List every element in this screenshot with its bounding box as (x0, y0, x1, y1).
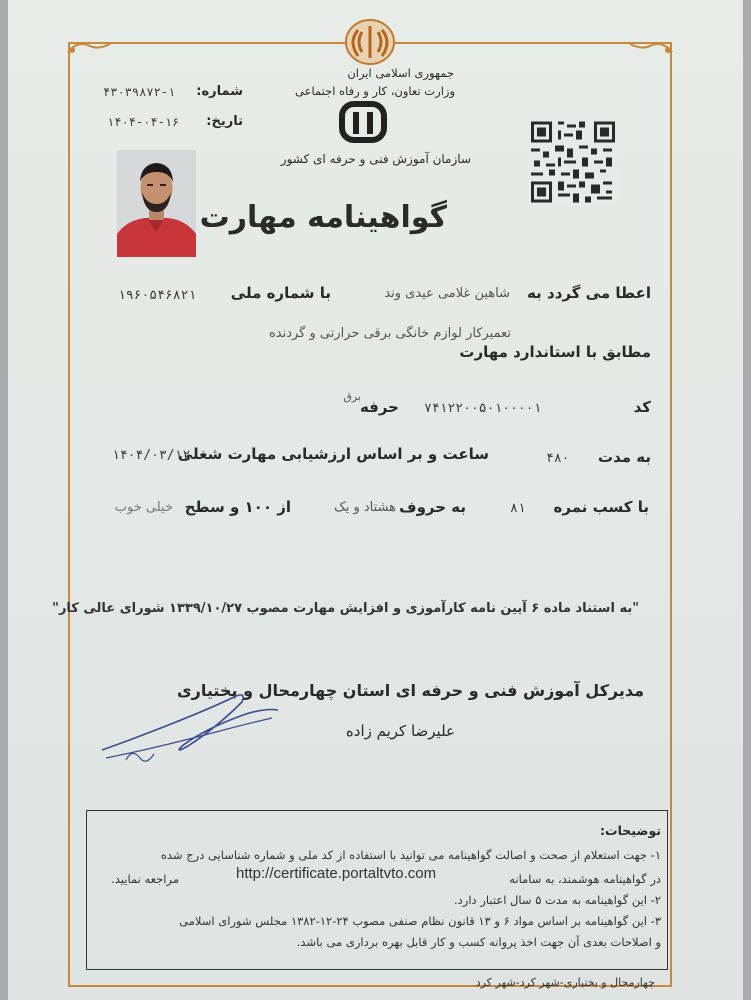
score-value: ۸۱ (510, 501, 526, 516)
certificate-title: گواهینامه مهارت (199, 200, 447, 235)
verification-url[interactable]: http://certificate.portaltvto.com (236, 865, 437, 882)
holder-photo (117, 150, 196, 257)
date-value: ۱۴۰۴-۰۴-۱۶ (107, 115, 180, 129)
ministry-name: وزارت تعاون، کار و رفاه اجتماعی (295, 84, 455, 98)
duration-value: ۴۸۰ (546, 451, 570, 466)
signer-name: علیرضا کریم زاده (345, 722, 455, 740)
corner-ornament-right (628, 38, 674, 58)
note-line-2-pre: در گواهینامه هوشمند، به سامانه (509, 872, 661, 886)
trade-value: برق (343, 390, 361, 403)
republic-name: جمهوری اسلامی ایران (347, 66, 454, 80)
date-label: تاریخ: (206, 114, 243, 129)
level-value: خیلی خوب (114, 500, 173, 515)
note-line-4: ۳- این گواهینامه بر اساس مواد ۶ و ۱۳ قانون نظام صنفی مصوب ۲۴-۱۲-۱۳۸۲ مجلس شورای اسلامی (179, 914, 661, 928)
score-label: با کسب نمره (553, 498, 649, 516)
assessment-label: ساعت و بر اساس ارزشیابی مهارت شغلی (177, 445, 489, 463)
letters-label: به حروف (399, 498, 466, 516)
note-line-2-post: مراجعه نمایید. (111, 872, 179, 886)
legal-basis: "به استناد ماده ۶ آیین نامه کارآموزی و افزایش مهارت مصوب ۱۳۳۹/۱۰/۲۷ شورای عالی کار" (52, 601, 639, 616)
number-label: شماره: (196, 84, 243, 99)
granted-label: اعطا می گردد به (527, 284, 651, 302)
corner-ornament-left (66, 38, 112, 58)
trade-label: حرفه (359, 398, 399, 416)
note-line-1: ۱- جهت استعلام از صحت و اصالت گواهینامه می توانید با استفاده از کد ملی و شماره شناسایی درج شده (160, 848, 661, 862)
organization-name: سازمان آموزش فنی و حرفه ای کشور (280, 152, 471, 166)
note-line-3: ۲- این گواهینامه به مدت ۵ سال اعتبار دارد. (454, 893, 661, 907)
notes-title: توضیحات: (600, 823, 661, 838)
tvto-logo-icon (338, 100, 388, 144)
national-id-value: ۱۹۶۰۵۴۶۸۲۱ (118, 288, 197, 303)
iran-emblem-icon (344, 18, 396, 66)
code-value: ۷۴۱۲۲۰۰۵۰۱۰۰۰۰۱ (424, 401, 542, 416)
assessment-date: ۱۴۰۴/۰۳/۱۲ (112, 448, 191, 463)
code-label: کد (633, 398, 651, 416)
qr-code (528, 118, 618, 206)
signer-position: مدیرکل آموزش فنی و حرفه ای استان چهارمحال و بختیاری (177, 681, 644, 700)
letters-value: هشتاد و یک (334, 500, 396, 515)
signature-scribble (96, 688, 286, 768)
note-line-5: و اصلاحات بعدی آن جهت اخذ پروانه کسب و کار قابل بهره برداری می باشد. (296, 935, 661, 949)
footer-location: چهارمحال و بختیاری-شهر کرد-شهر کرد (475, 976, 655, 989)
duration-label: به مدت (598, 448, 651, 466)
number-value: ۴۳۰۳۹۸۷۲-۱ (103, 85, 176, 99)
out-of-label: از ۱۰۰ و سطح (184, 498, 291, 516)
standard-label: مطابق با استاندارد مهارت (459, 343, 651, 361)
standard-value: تعمیرکار لوازم خانگی برقی حرارتی و گردنده (268, 326, 511, 341)
holder-name: شاهین غلامی عیدی وند (384, 286, 510, 301)
national-id-label: با شماره ملی (230, 284, 331, 302)
